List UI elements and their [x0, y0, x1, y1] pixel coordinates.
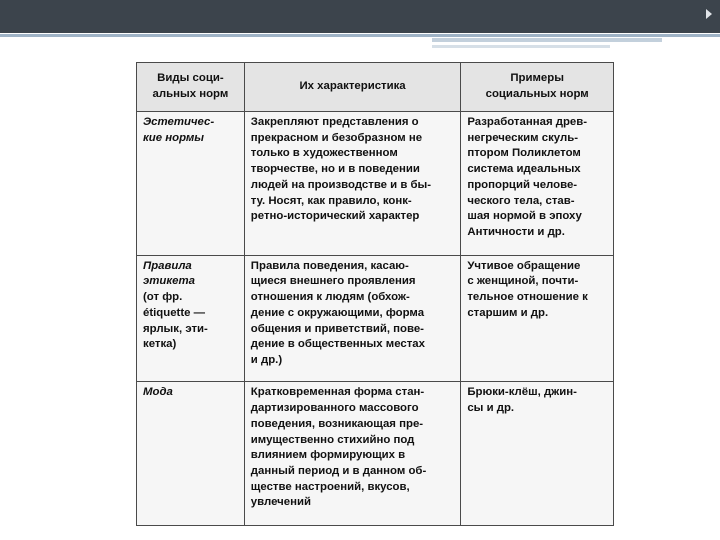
header-accent-strip-secondary: [432, 45, 610, 48]
example-cell: Разработанная древ- негреческим скуль- птором Поликлетом система идеальных пропорций челове- ческого тела, став- шая нормой в эпоху Античности и др.: [461, 112, 614, 256]
header-norm-types: Виды соци- альных норм: [137, 63, 245, 112]
header-accent-line: [0, 34, 720, 37]
social-norms-table: [136, 62, 614, 526]
norm-type-cell: Эстетичес- кие нормы: [137, 112, 245, 256]
characteristic-cell: Кратковременная форма стан- дартизированного массового поведения, возникающая пре- имущественно стихийно под влиянием формирующих в данный период и в данном об- ществе настроений, вкусов, увлечений: [244, 382, 461, 526]
characteristic-cell: Правила поведения, касаю- щиеся внешнего проявления отношения к людям (обхож- дение с окружающими, форма общения и приветствий, пове- дение в общественных местах и др.): [244, 255, 461, 382]
header-examples: Примеры социальных норм: [461, 63, 614, 112]
table-header-row: [137, 63, 614, 112]
header-characteristics: Их характеристика: [244, 63, 461, 112]
example-cell: Учтивое обращение с женщиной, почти- тельное отношение к старшим и др.: [461, 255, 614, 382]
slide-header-bar: [0, 0, 720, 33]
header-accent-strip: [432, 38, 662, 42]
table-row: [137, 112, 614, 256]
characteristic-cell: Закрепляют представления о прекрасном и безобразном не только в художественном творчестве, но и в поведении людей на производстве и в бы- ту. Носят, как правило, конк- ретно-исторический характер: [244, 112, 461, 256]
table-row: [137, 255, 614, 382]
slide-arrow-icon: [706, 9, 712, 19]
social-norms-table-image: [136, 62, 614, 526]
example-cell: Брюки-клёш, джин- сы и др.: [461, 382, 614, 526]
table-row: [137, 382, 614, 526]
norm-type-cell: Мода: [137, 382, 245, 526]
norm-type-cell: Правила этикета (от фр. étiquette — ярлык, эти- кетка): [137, 255, 245, 382]
